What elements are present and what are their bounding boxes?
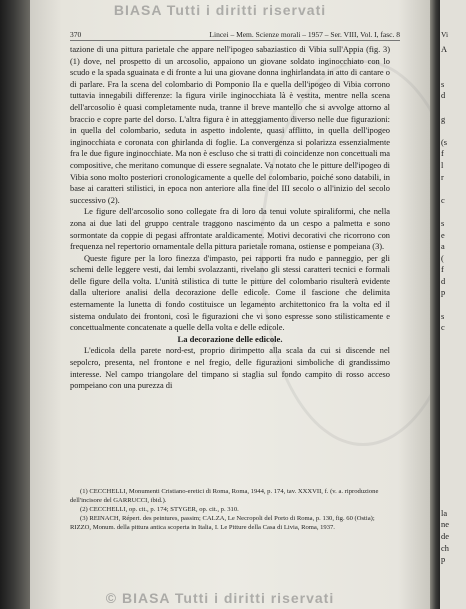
facing-page-line — [441, 450, 466, 462]
facing-page-line: d — [441, 276, 446, 286]
footnote-1: (1) CECCHELLI, Monumenti Cristiano-eretici di Roma, Roma, 1944, p. 174, tav. XXXVII, f. (v. a. riproduzione dell'incisore del GARRUCCI, ibid.). — [70, 488, 379, 504]
facing-page-line: (s — [441, 137, 448, 147]
page-number: 370 — [70, 30, 82, 39]
facing-page-line — [441, 380, 466, 392]
facing-page-line: s — [441, 311, 445, 321]
facing-page-line: c — [441, 195, 445, 205]
facing-page-line: f — [441, 265, 444, 275]
facing-page-line: f — [441, 149, 444, 159]
facing-page-line — [441, 485, 466, 497]
facing-page-text — [441, 44, 466, 566]
facing-page-line: d — [441, 91, 446, 101]
section-title: La decorazione delle edicole. — [177, 333, 283, 344]
section-paragraph: L'edicola della parete nord-est, proprio dirimpetto alla scala da cui si discende nel sepolcro, presenta, nel frontone e nel fregio, delle figurazioni simboliche di grandissimo interesse. Nel campo triangolare del timpano si staglia sul fondo campito di rosso acceso pompeiano con una purezza di — [70, 346, 390, 391]
facing-page-line: ch — [441, 543, 449, 553]
paragraph-2: Le figure dell'arcosolio sono collegate fra di loro da tenui volute spiraliformi, che nella zona ai due lati del gruppo centrale traggono nascimento da un cespo a palmetta e sono sormontate da coppie di pegasi affrontate araldicamente. Motivi decorativi che ricorrono con frequenza nel repertorio ornamentale della pittura parietale romana, ostiense e pompeiana (3). — [70, 207, 390, 252]
facing-page-line — [441, 415, 466, 427]
facing-page-line — [441, 334, 466, 346]
footnote-2: (2) CECCHELLI, op. cit., p. 174; STYGER, op. cit., p. 310. — [80, 506, 239, 513]
facing-page-line — [441, 473, 466, 485]
running-header — [70, 30, 400, 41]
facing-page-line — [441, 403, 466, 415]
facing-page-line: g — [441, 114, 446, 124]
facing-page-line — [441, 438, 466, 450]
facing-page-line — [441, 392, 466, 404]
facing-page-line: p — [441, 555, 446, 565]
facing-page-line — [441, 206, 466, 218]
book-gutter — [430, 0, 440, 609]
facing-page-line — [441, 102, 466, 114]
facing-page-line: s — [441, 218, 445, 228]
paragraph-3: Queste figure per la loro finezza d'impasto, pei rapporti fra nudo e panneggio, per gli schemi delle leggere vesti, dai lembi svolazzanti, rivelano gli stessi caratteri tecnici e formali delle figure della volta. L'unità stilistica di tutte le pitture del colombario risulterà evidente dalla ulteriore analisi della decorazione delle edicole. Come il fascione che delimita esternamente la lunetta di fondo costituisce un legamento architettonico fra la volta ed il sistema ondulato dei frontoni, così le figurazioni che vi sono espresse sono stilisticamente e concettualmente concatenate a quelle della volta e delle edicole. — [70, 253, 390, 333]
facing-page-line — [441, 369, 466, 381]
facing-page-line: a — [441, 242, 445, 252]
facing-page-line — [441, 56, 466, 68]
facing-page-line — [441, 461, 466, 473]
main-text — [70, 44, 390, 392]
facing-page-line — [441, 357, 466, 369]
facing-page-line: ne — [441, 520, 449, 530]
facing-page-line — [441, 125, 466, 137]
facing-page-line: r — [441, 172, 444, 182]
facing-page-line: c — [441, 323, 445, 333]
facing-page-line: e — [441, 230, 445, 240]
facing-page-line: p — [441, 288, 446, 298]
facing-page-line — [441, 299, 466, 311]
facing-page-line — [441, 67, 466, 79]
facing-page-line: de — [441, 531, 449, 541]
book-spine-left — [0, 0, 30, 609]
watermark-top: BIASA Tutti i diritti riservati — [113, 2, 327, 18]
facing-page-line: la — [441, 508, 448, 518]
facing-page-line: A — [441, 45, 448, 54]
footnote-3: (3) REINACH, Répert. des peintures, passim; CALZA, Le Necropoli del Porto di Roma, p. 130, fig. 60 (Ostia); RIZZO, Monum. della pittura antica scoperta in Italia, I. Le Pitture della Casa di Livia, Roma, 1937. — [70, 515, 375, 531]
facing-page-line — [441, 496, 466, 508]
facing-page-line — [441, 345, 466, 357]
facing-page-line: ( — [441, 253, 444, 263]
paragraph-1: tazione di una pittura parietale che appare nell'ipogeo sabaziastico di Vibia sull'Appia (fig. 3) (1) dove, nel prospetto di un arcosolio, appaiono un giovane soldato inginocchiato con lo scudo e la spada sguainata e di fronte a lui una giovane donna inghirlandata in atto di cantare o di parlare. Fra la scena del colombario di Pomponio Ila e quella dell'ipogeo di Vibia corrono tuttavia innegabili differenze: la figura virile inginocchiata là è vestita, mentre nella scena dell'arcosolio è quasi completamente nuda, tranne il breve mantello che si avvolge attorno al braccio e copre parte del dorso. L'altra figura è in atteggiamento diverso nelle due figurazioni: in quella del colombario, seduta in aspetto indolente, quasi afflitto, in quella dell'ipogeo inginocchiata e coronata con ghirlanda di foglie. La convergenza si polarizza essenzialmente fra le due figure inginocchiate. Ma non è escluso che si tratti di coincidenze non concettuali ma compositive, che meritano comunque di essere segnalate. Va notato che le pitture dell'ipogeo di Vibia sono molto posteriori cronologicamente a quelle del colombario, poiché sono databili, in base ai caratteri stilistici, in epoca non anteriore alla fine del III secolo o all'inizio del secolo successivo (2). — [70, 45, 390, 205]
facing-page-header: Vi — [441, 30, 449, 39]
watermark-bottom: © BIASA Tutti i diritti riservati — [105, 590, 335, 606]
footnotes — [70, 487, 390, 532]
facing-page-line: s — [441, 79, 445, 89]
facing-page-line — [441, 427, 466, 439]
facing-page-line — [441, 183, 466, 195]
running-title: Lincei – Mem. Scienze morali – 1957 – Ser. VIII, Vol. I, fasc. 8 — [209, 30, 400, 39]
facing-page-line: l — [441, 160, 444, 170]
